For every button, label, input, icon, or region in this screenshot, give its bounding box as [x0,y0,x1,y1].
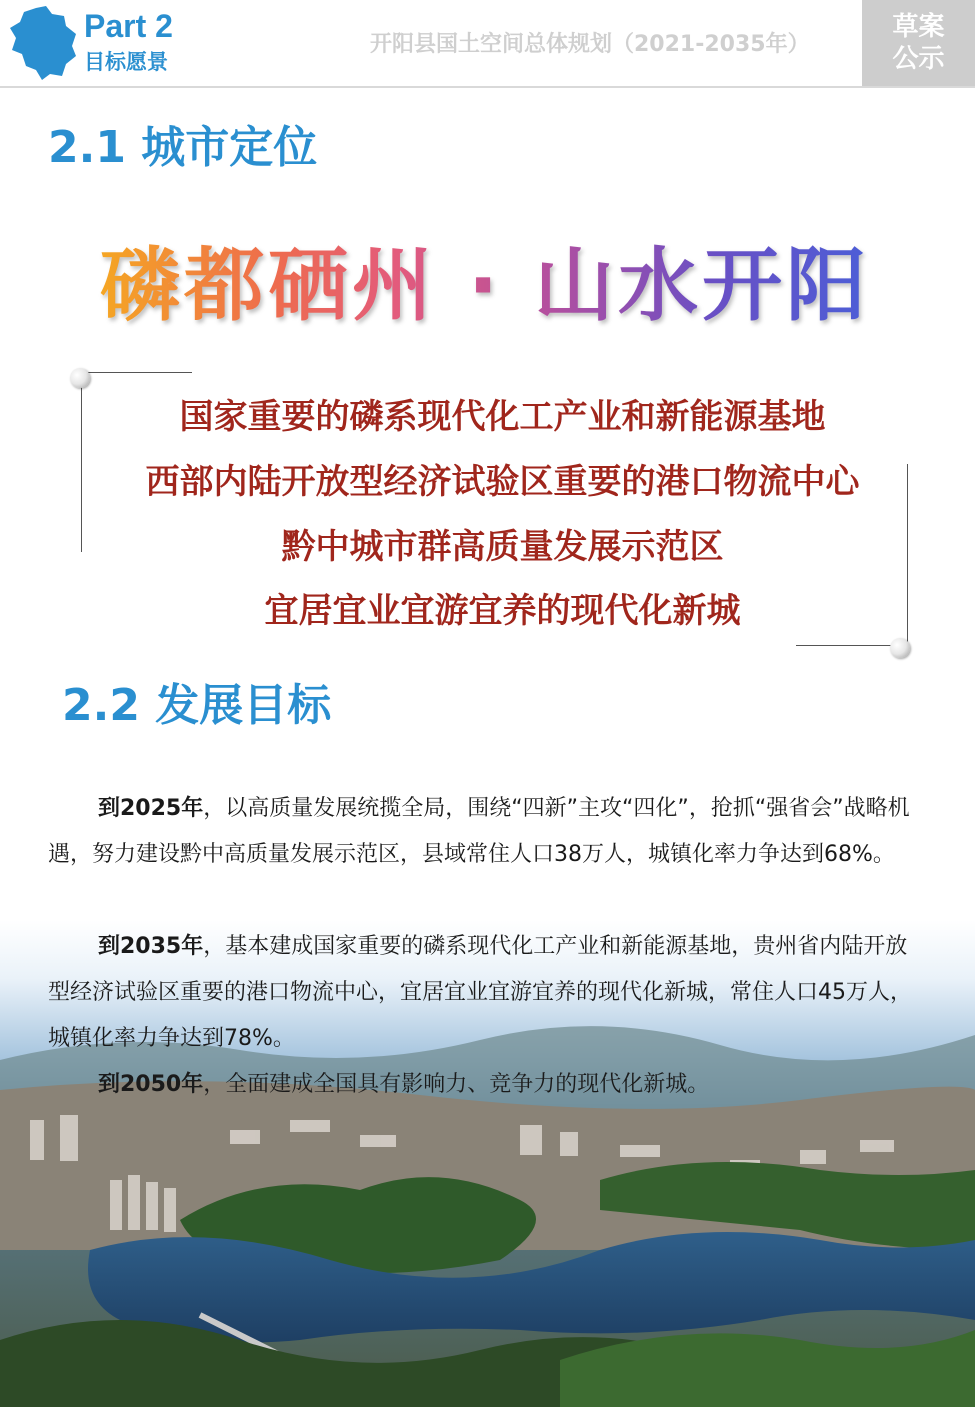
draft-badge-line1: 草案 [892,12,945,42]
goal-paragraph-2050 [48,1062,928,1108]
document-title: 开阳县国土空间总体规划（2021-2035年） [370,32,810,57]
part-title: Part 2 [84,8,173,44]
positioning-statement: 西部内陆开放型经济试验区重要的港口物流中心 [145,462,860,502]
draft-badge [862,0,975,86]
goal-year: 到2025年 [98,796,204,821]
positioning-statement: 国家重要的磷系现代化工产业和新能源基地 [179,397,826,437]
frame-corner-dot [890,638,910,658]
header-divider [0,86,975,88]
frame-corner-dot [70,368,90,388]
goal-year: 到2050年 [98,1072,204,1097]
goal-text: ，基本建成国家重要的磷系现代化工产业和新能源基地，贵州省内陆开放型经济试验区重要的港口物流中心，宜居宜业宜游宜养的现代化新城，常住人口45万人，城镇化率力争达到78%。 [48,934,912,1051]
goal-year: 到2035年 [98,934,204,959]
positioning-statement: 黔中城市群高质量发展示范区 [281,527,724,567]
part-subtitle: 目标愿景 [84,50,168,74]
section-heading-city-positioning: 2.1 城市定位 [48,122,318,173]
positioning-statement: 宜居宜业宜游宜养的现代化新城 [264,591,741,631]
goal-text: ，以高质量发展统揽全局，围绕“四新”主攻“四化”，抢抓“强省会”战略机遇，努力建设黔中高质量发展示范区，县域常住人口38万人，城镇化率力争达到68%。 [48,796,910,867]
goal-text: ，全面建成全国具有影响力、竞争力的现代化新城。 [203,1072,710,1097]
draft-badge-line2: 公示 [892,44,945,74]
page-header [0,0,975,88]
goal-paragraph-2025 [48,786,928,878]
city-slogan: 磷都硒州 · 山水开阳 [100,236,880,336]
county-map-silhouette-icon [6,4,78,82]
goal-paragraph-2035 [48,924,928,1062]
section-heading-development-goals: 2.2 发展目标 [62,680,332,731]
frame-line-top [82,372,192,373]
